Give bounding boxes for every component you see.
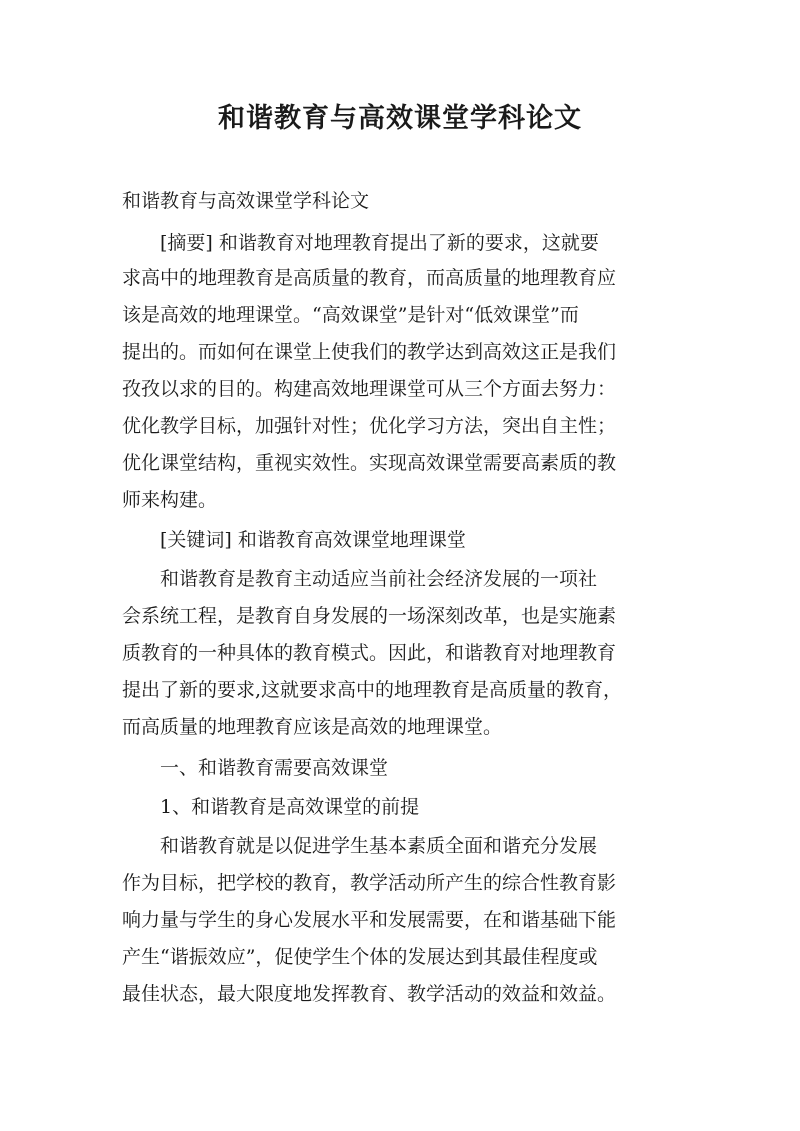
abstract-line: 孜孜以求的目的。构建高效地理课堂可从三个方面去努力： [122, 378, 617, 400]
body-line: 会系统工程，是教育自身发展的一场深刻改革，也是实施素 [122, 605, 617, 627]
body-line: 质教育的一种具体的教育模式。因此，和谐教育对地理教育 [122, 642, 617, 664]
body-line: 和谐教育是教育主动适应当前社会经济发展的一项社 [160, 568, 598, 590]
body-line: 作为目标，把学校的教育，教学活动所产生的综合性教育影 [122, 872, 617, 894]
keywords-line: [关键词] 和谐教育高效课堂地理课堂 [160, 529, 466, 551]
abstract-line: 该是高效的地理课堂。“高效课堂”是针对“低效课堂”而 [122, 304, 579, 326]
abstract-line: 优化教学目标，加强针对性；优化学习方法，突出自主性； [122, 415, 617, 437]
abstract-line: [摘要] 和谐教育对地理教育提出了新的要求，这就要 [160, 232, 599, 254]
body-line: 最佳状态，最大限度地发挥教育、教学活动的效益和效益。 [122, 983, 617, 1005]
body-line: 响力量与学生的身心发展水平和发展需要，在和谐基础下能 [122, 909, 617, 931]
abstract-line: 提出的。而如何在课堂上使我们的教学达到高效这正是我们 [122, 341, 617, 363]
subsection-heading: 1、和谐教育是高效课堂的前提 [160, 796, 420, 818]
body-line: 而高质量的地理教育应该是高效的地理课堂。 [122, 716, 503, 738]
document-title: 和谐教育与高效课堂学科论文 [218, 103, 582, 134]
body-line: 产生“谐振效应”，促使学生个体的发展达到其最佳程度或 [122, 946, 598, 968]
abstract-line: 优化课堂结构，重视实效性。实现高效课堂需要高素质的教 [122, 452, 617, 474]
abstract-line: 师来构建。 [122, 489, 218, 511]
section-heading: 一、和谐教育需要高效课堂 [160, 757, 389, 779]
body-line: 提出了新的要求,这就要求高中的地理教育是高质量的教育， [122, 679, 623, 701]
abstract-line: 求高中的地理教育是高质量的教育，而高质量的地理教育应 [122, 267, 617, 289]
subtitle-line: 和谐教育与高效课堂学科论文 [122, 190, 370, 212]
body-line: 和谐教育就是以促进学生基本素质全面和谐充分发展 [160, 835, 598, 857]
